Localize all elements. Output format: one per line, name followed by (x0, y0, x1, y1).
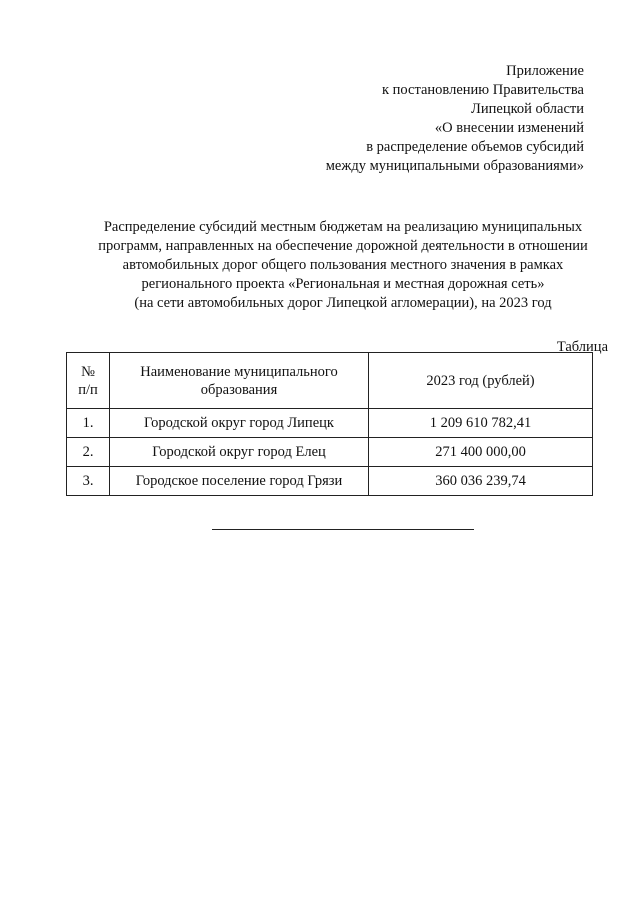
header-number (67, 353, 110, 409)
row-name: Городской округ город Елец (110, 438, 369, 467)
appendix-line: «О внесении изменений (434, 120, 584, 136)
appendix-line: между муниципальными образованиями» (325, 158, 584, 174)
title-line: регионального проекта «Региональная и местная дорожная сеть» (141, 276, 545, 292)
document-title (60, 218, 626, 313)
header-amount: 2023 год (рублей) (369, 353, 593, 409)
row-name: Городское поселение город Грязи (110, 467, 369, 496)
header-number-line1: № (81, 363, 95, 380)
end-separator-line (212, 529, 474, 530)
table-header-row (67, 353, 593, 409)
row-number: 3. (67, 467, 110, 496)
distribution-table (66, 352, 593, 496)
title-line: автомобильных дорог общего пользования местного значения в рамках (122, 257, 564, 273)
row-amount: 360 036 239,74 (369, 467, 593, 496)
row-amount: 271 400 000,00 (369, 438, 593, 467)
table-row (67, 409, 593, 438)
header-name-line2: образования (200, 381, 278, 398)
header-number-line2: п/п (78, 381, 98, 398)
appendix-line: Липецкой области (471, 101, 584, 117)
header-name-line1: Наименование муниципального (140, 363, 338, 380)
row-name: Городской округ город Липецк (110, 409, 369, 438)
appendix-line: к постановлению Правительства (382, 82, 584, 98)
table-row (67, 467, 593, 496)
row-number: 1. (67, 409, 110, 438)
appendix-line: Приложение (506, 63, 584, 79)
row-amount: 1 209 610 782,41 (369, 409, 593, 438)
row-number: 2. (67, 438, 110, 467)
title-line: Распределение субсидий местным бюджетам на реализацию муниципальных (103, 219, 583, 235)
appendix-line: в распределение объемов субсидий (366, 139, 584, 155)
header-name (110, 353, 369, 409)
title-line: (на сети автомобильных дорог Липецкой агломерации), на 2023 год (134, 295, 552, 311)
appendix-header (326, 62, 584, 176)
table-row (67, 438, 593, 467)
title-line: программ, направленных на обеспечение дорожной деятельности в отношении (98, 238, 588, 254)
table-label: Таблица (556, 339, 608, 355)
